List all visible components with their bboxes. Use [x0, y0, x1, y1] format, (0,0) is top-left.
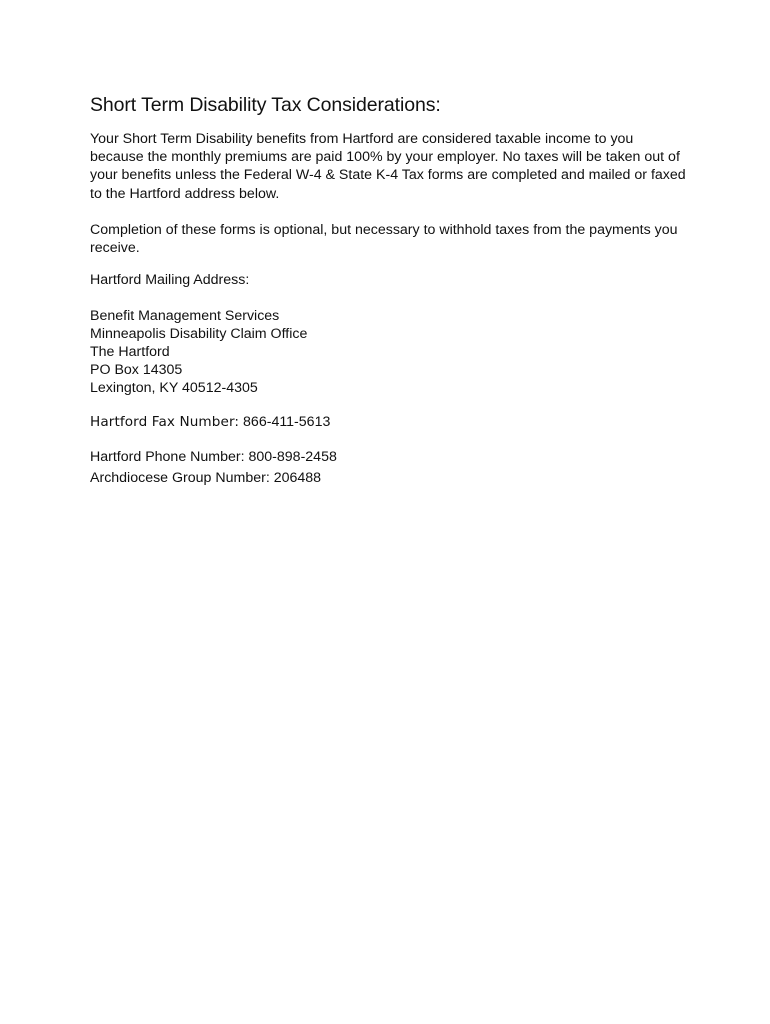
address-line-organization: Benefit Management Services — [90, 308, 280, 325]
taxable-income-paragraph: Your Short Term Disability benefits from Hartford are considered taxable income to you because the monthly premiums are paid 100% by your employer. No taxes will be taken out of your benefits unless the Federal W-4 & State K-4 Tax forms are completed and mailed or faxed to the Hartford address below. — [90, 131, 686, 202]
mailing-address-label: Hartford Mailing Address: — [90, 272, 250, 289]
phone-number-line: Hartford Phone Number: 800-898-2458 — [90, 449, 337, 466]
contact-info-block — [90, 447, 690, 489]
address-line-po-box: PO Box 14305 — [90, 362, 183, 379]
fax-number-label: Hartford Fax Number: — [90, 414, 240, 431]
address-line-city-state-zip: Lexington, KY 40512-4305 — [90, 380, 258, 397]
optional-forms-paragraph: Completion of these forms is optional, but necessary to withhold taxes from the payments you receive. — [90, 221, 678, 257]
mailing-address-block — [90, 307, 690, 397]
document-title: Short Term Disability Tax Considerations: — [90, 94, 441, 116]
group-number-line: Archdiocese Group Number: 206488 — [90, 470, 322, 487]
address-line-office: Minneapolis Disability Claim Office — [90, 326, 308, 343]
document-page — [90, 92, 690, 489]
address-line-company: The Hartford — [90, 344, 170, 361]
fax-number-line — [90, 413, 690, 431]
fax-number-value: 866-411-5613 — [243, 414, 331, 431]
